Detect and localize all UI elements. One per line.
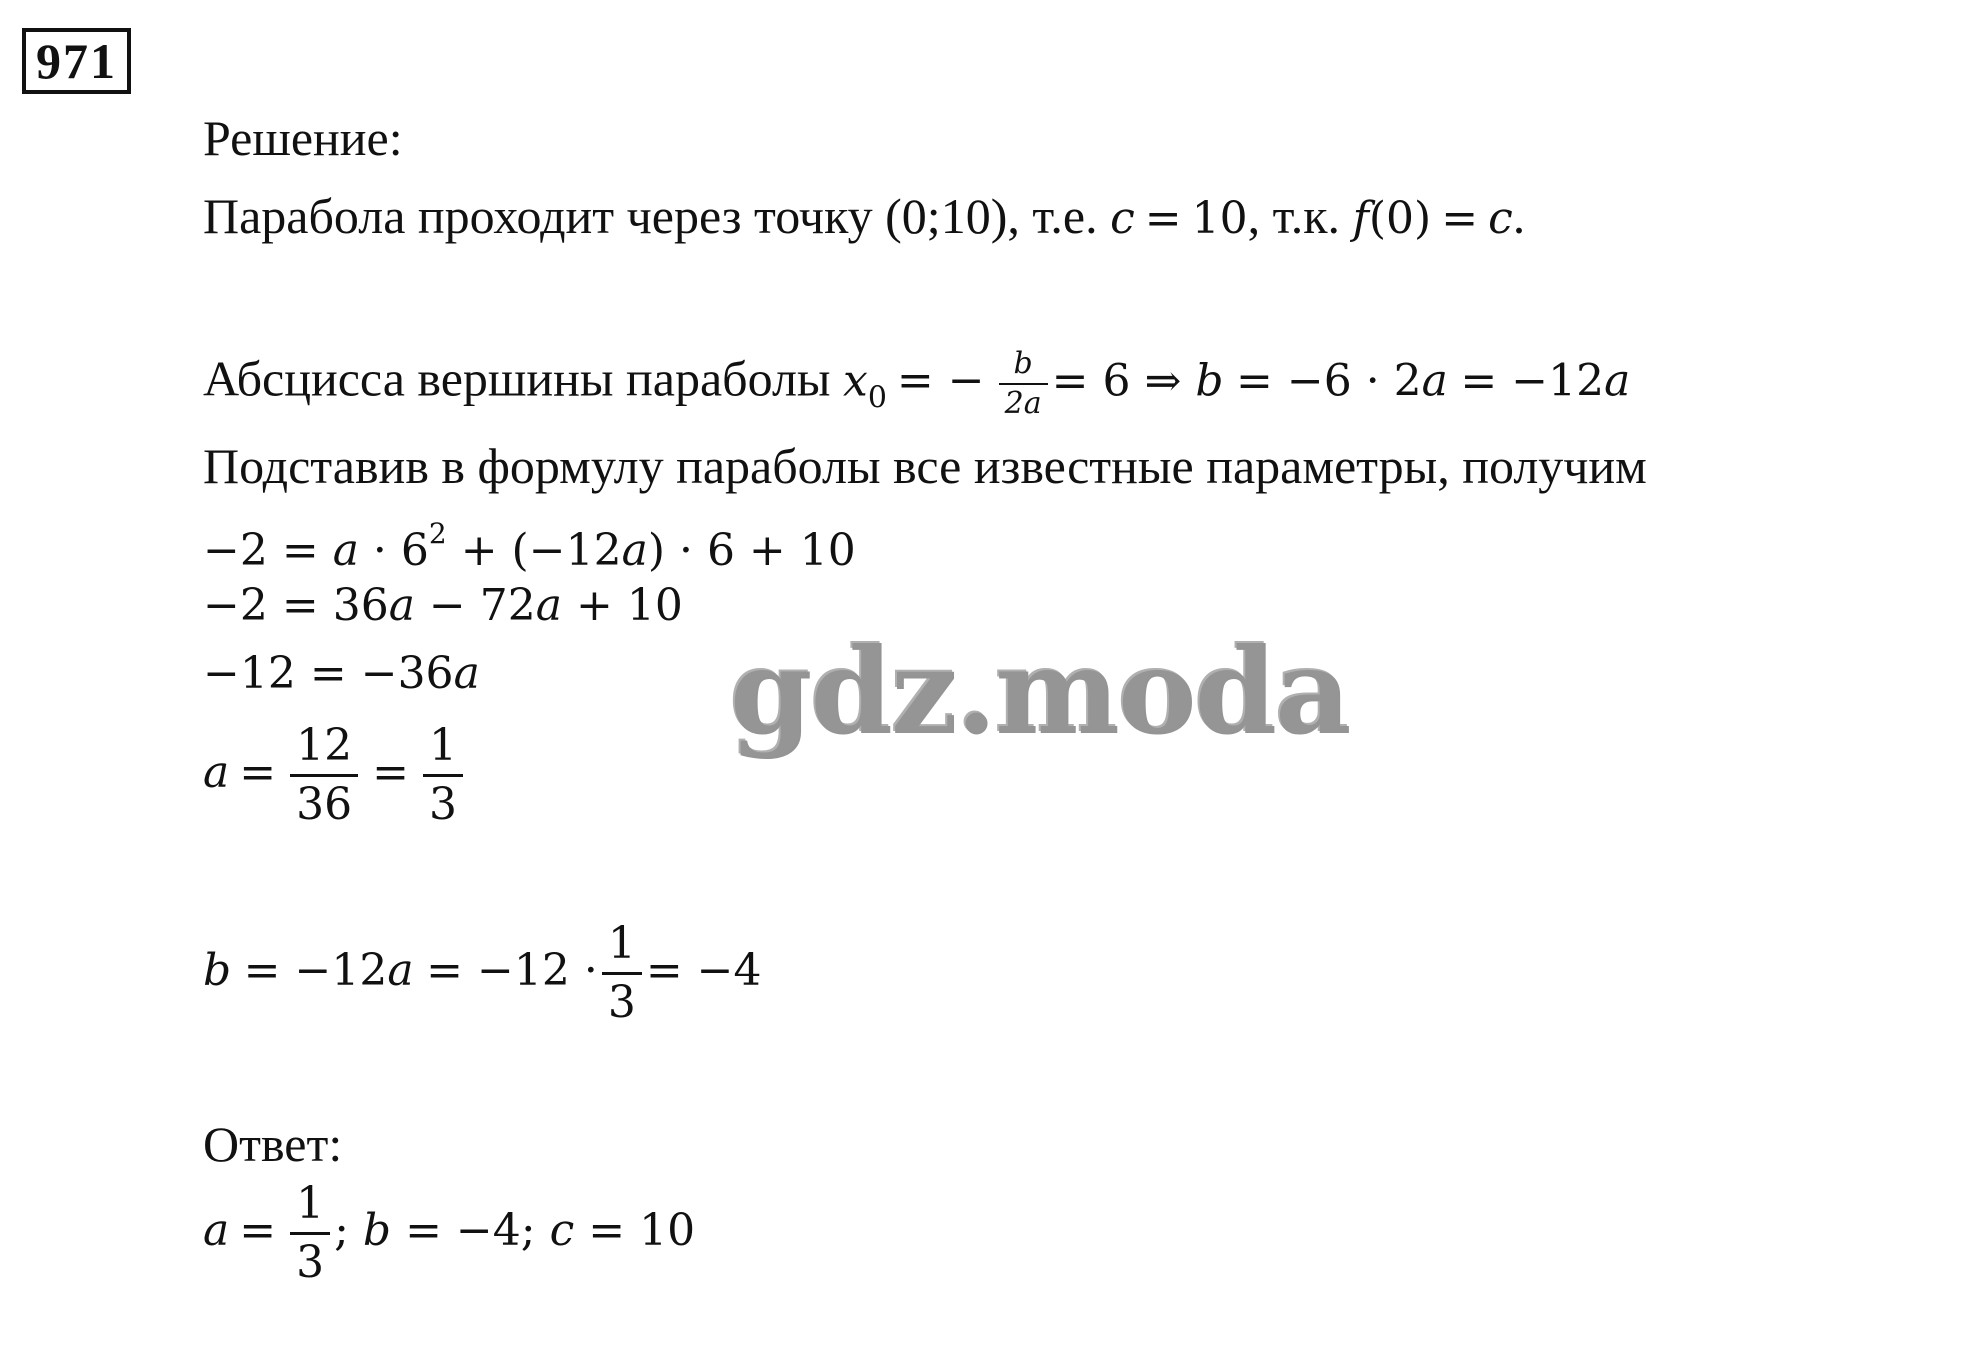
frac-num: b (999, 345, 1048, 385)
frac-den: 2a (1004, 386, 1042, 421)
line-substitute: Подставив в формулу параболы все известные параметры, получим (203, 438, 1647, 494)
solution-heading: Решение: (203, 110, 403, 166)
line-passes-point (203, 186, 1525, 249)
line2-rhs2: = −12 (1460, 355, 1605, 407)
equation-1: $-2 = a \cdot 6^2 + (-12a) \cdot 6 + 10$ (203, 517, 856, 576)
line1-tail: . (1512, 188, 1526, 244)
fraction-12-36: $\frac{12}{36}$ (290, 718, 358, 833)
var-b: b (1195, 355, 1224, 407)
value-10: 10 (1191, 193, 1248, 244)
answer-line: a = $\frac{1}{3}$ ; b = −4; c = 10 (203, 1176, 695, 1291)
var-a-2: a (1604, 355, 1631, 407)
fraction-1-3: $\frac{1}{3}$ (423, 718, 463, 833)
eq-sign: = (1144, 193, 1182, 244)
fraction-1-3-b: $\frac{1}{3}$ (602, 916, 642, 1031)
answer-fraction-1-3: $\frac{1}{3}$ (290, 1176, 330, 1291)
eq-sign-2: = (1441, 193, 1479, 244)
var-c: c (1110, 193, 1135, 244)
var-c-2: c (1488, 193, 1513, 244)
line-vertex-abscissa: Абсцисса вершины параболы $x_0$ = − $\frac{b}{2a}$ = 6 ⇒ b = −6 · 2a = −12a (203, 346, 1631, 421)
watermark-logo: gdz.moda (728, 620, 1348, 759)
x-subscript: 0 (867, 380, 887, 416)
line2-rest: = 6 ⇒ (1051, 355, 1196, 407)
answer-heading: Ответ: (203, 1116, 343, 1172)
var-f: f (1352, 193, 1369, 244)
equation-3: −12 = −36a (203, 648, 480, 699)
var-a: a (1421, 355, 1448, 407)
var-x: x (843, 355, 868, 407)
f-arg: (0) (1368, 193, 1432, 244)
equation-4-a-value: a = $\frac{12}{36}$ = $\frac{1}{3}$ (203, 718, 467, 833)
equation-5-b-value: b = −12a = −12 · $\frac{1}{3}$ = −4 (203, 916, 762, 1031)
line2-rhs: = −6 · 2 (1236, 355, 1422, 407)
equation-2: −2 = 36a − 72a + 10 (203, 580, 683, 631)
fraction-b-2a (999, 345, 1048, 423)
line1-text: Парабола проходит через точку (0;10), т.е. (203, 188, 1111, 244)
line1-mid: , т.к. (1247, 188, 1353, 244)
line2-text: Абсцисса вершины параболы (203, 350, 843, 407)
task-number: 971 (22, 28, 131, 94)
